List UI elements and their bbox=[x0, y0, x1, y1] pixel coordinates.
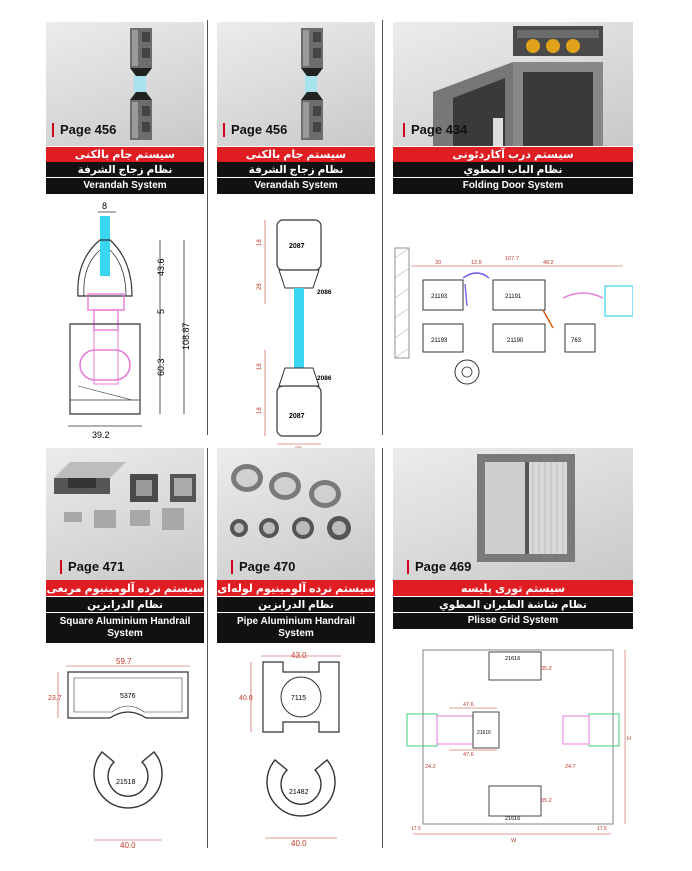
dim-d3: 107.7 bbox=[505, 256, 519, 262]
title-persian: سیستم درب آکاردئونی bbox=[393, 147, 633, 162]
title-english: Pipe Aluminium Handrail System bbox=[217, 613, 375, 643]
verandah-vertical-drawing bbox=[217, 200, 375, 450]
dim-w2: 40.0 bbox=[291, 839, 307, 848]
dim-mid1: 43.6 bbox=[156, 258, 166, 276]
dim-d4: 24.7 bbox=[565, 764, 576, 770]
dim-w2: 40.0 bbox=[120, 841, 136, 850]
dim-d9: 17.5 bbox=[411, 826, 421, 832]
part-e: 763 bbox=[571, 338, 582, 344]
dim-h1: 23.7 bbox=[48, 695, 62, 702]
product-photo bbox=[217, 448, 375, 580]
part-b: 21191 bbox=[505, 294, 522, 300]
dim-d1: 30 bbox=[435, 260, 442, 266]
title-persian: سیستم نرده آلومینیوم لوله‌ای bbox=[217, 580, 375, 596]
dim-d4: 48.2 bbox=[543, 260, 554, 266]
dim-bottom: 39.2 bbox=[92, 430, 110, 440]
pipe-handrail-drawing bbox=[217, 648, 375, 848]
dim-w1: 43.0 bbox=[291, 651, 307, 660]
dim-total: 108.87 bbox=[181, 322, 191, 350]
title-english: Verandah System bbox=[217, 178, 375, 194]
title-arabic: نظام شاشة الطيران المطوي bbox=[393, 597, 633, 612]
part-a: 21193 bbox=[431, 294, 448, 300]
folding-door-section-drawing bbox=[393, 238, 633, 418]
product-photo bbox=[393, 22, 633, 146]
title-arabic: نظام الدرابزين bbox=[46, 597, 204, 612]
dim-h1: 40.0 bbox=[239, 695, 253, 702]
part-d: 2087 bbox=[289, 413, 305, 420]
part-b: 21518 bbox=[116, 779, 136, 786]
dim-d2: 28 bbox=[257, 283, 263, 290]
title-english: Square Aluminium Handrail System bbox=[46, 613, 204, 643]
title-persian: سیستم توری پلیسه bbox=[393, 580, 633, 596]
square-handrail-drawing bbox=[46, 656, 204, 856]
title-english: Verandah System bbox=[46, 178, 204, 194]
product-photo bbox=[46, 22, 204, 146]
column-divider bbox=[207, 448, 208, 848]
part-c: 21193 bbox=[431, 338, 448, 344]
page-number: Page 471 bbox=[60, 560, 124, 574]
column-divider bbox=[382, 448, 383, 848]
dim-d8: H bbox=[627, 736, 631, 742]
page-number: Page 469 bbox=[407, 560, 471, 574]
part-b: 2086 bbox=[317, 289, 332, 296]
part-d: 21190 bbox=[507, 338, 524, 344]
part-c: 2086 bbox=[317, 375, 332, 382]
dim-d2: 12.9 bbox=[471, 260, 482, 266]
page-number: Page 456 bbox=[52, 123, 116, 137]
dim-d3: 24.2 bbox=[425, 764, 436, 770]
dim-w1: 59.7 bbox=[116, 657, 132, 666]
product-photo bbox=[393, 448, 633, 580]
title-arabic: نظام زجاج الشرفة bbox=[217, 162, 375, 177]
dim-mid3: 60.3 bbox=[156, 358, 166, 376]
dim-d1: 47.6 bbox=[463, 702, 474, 708]
dim-d6: 35.2 bbox=[541, 798, 552, 804]
dim-d2: 47.6 bbox=[463, 752, 474, 758]
title-persian: سیستم جام بالکنی bbox=[217, 147, 375, 162]
dim-top: 8 bbox=[102, 201, 108, 211]
part-a: 2087 bbox=[289, 243, 305, 250]
part-a: 21616 bbox=[505, 656, 521, 662]
title-english: Plisse Grid System bbox=[393, 613, 633, 629]
part-b: 21616 bbox=[477, 730, 491, 736]
page-number: Page 470 bbox=[231, 560, 295, 574]
product-photo bbox=[46, 448, 204, 580]
dim-d3: 18 bbox=[257, 363, 263, 370]
title-arabic: نظام الباب المطوي bbox=[393, 162, 633, 177]
title-arabic: نظام الدرابزين bbox=[217, 597, 375, 612]
part-c: 21616 bbox=[505, 816, 521, 822]
part-b: 21482 bbox=[289, 789, 309, 796]
dim-mid2: 5 bbox=[156, 308, 166, 314]
page-number: Page 456 bbox=[223, 123, 287, 137]
column-divider bbox=[382, 20, 383, 435]
dim-d1: 18 bbox=[257, 239, 263, 246]
product-photo bbox=[217, 22, 375, 146]
dim-d10: 17.5 bbox=[597, 826, 607, 832]
title-arabic: نظام زجاج الشرفة bbox=[46, 162, 204, 177]
dim-d7: W bbox=[511, 838, 517, 844]
title-persian: سیستم جام بالکنی bbox=[46, 147, 204, 162]
title-persian: سیستم نرده آلومینیوم مربعی bbox=[46, 580, 204, 596]
dim-d5: 35.2 bbox=[541, 666, 552, 672]
page-number: Page 434 bbox=[403, 123, 467, 137]
part-a: 7115 bbox=[291, 695, 307, 702]
plisse-grid-section-drawing bbox=[393, 646, 633, 846]
dim-d4: 18 bbox=[257, 407, 263, 414]
title-english: Folding Door System bbox=[393, 178, 633, 194]
verandah-section-drawing bbox=[46, 200, 204, 440]
column-divider bbox=[207, 20, 208, 435]
part-a: 5376 bbox=[120, 693, 136, 700]
